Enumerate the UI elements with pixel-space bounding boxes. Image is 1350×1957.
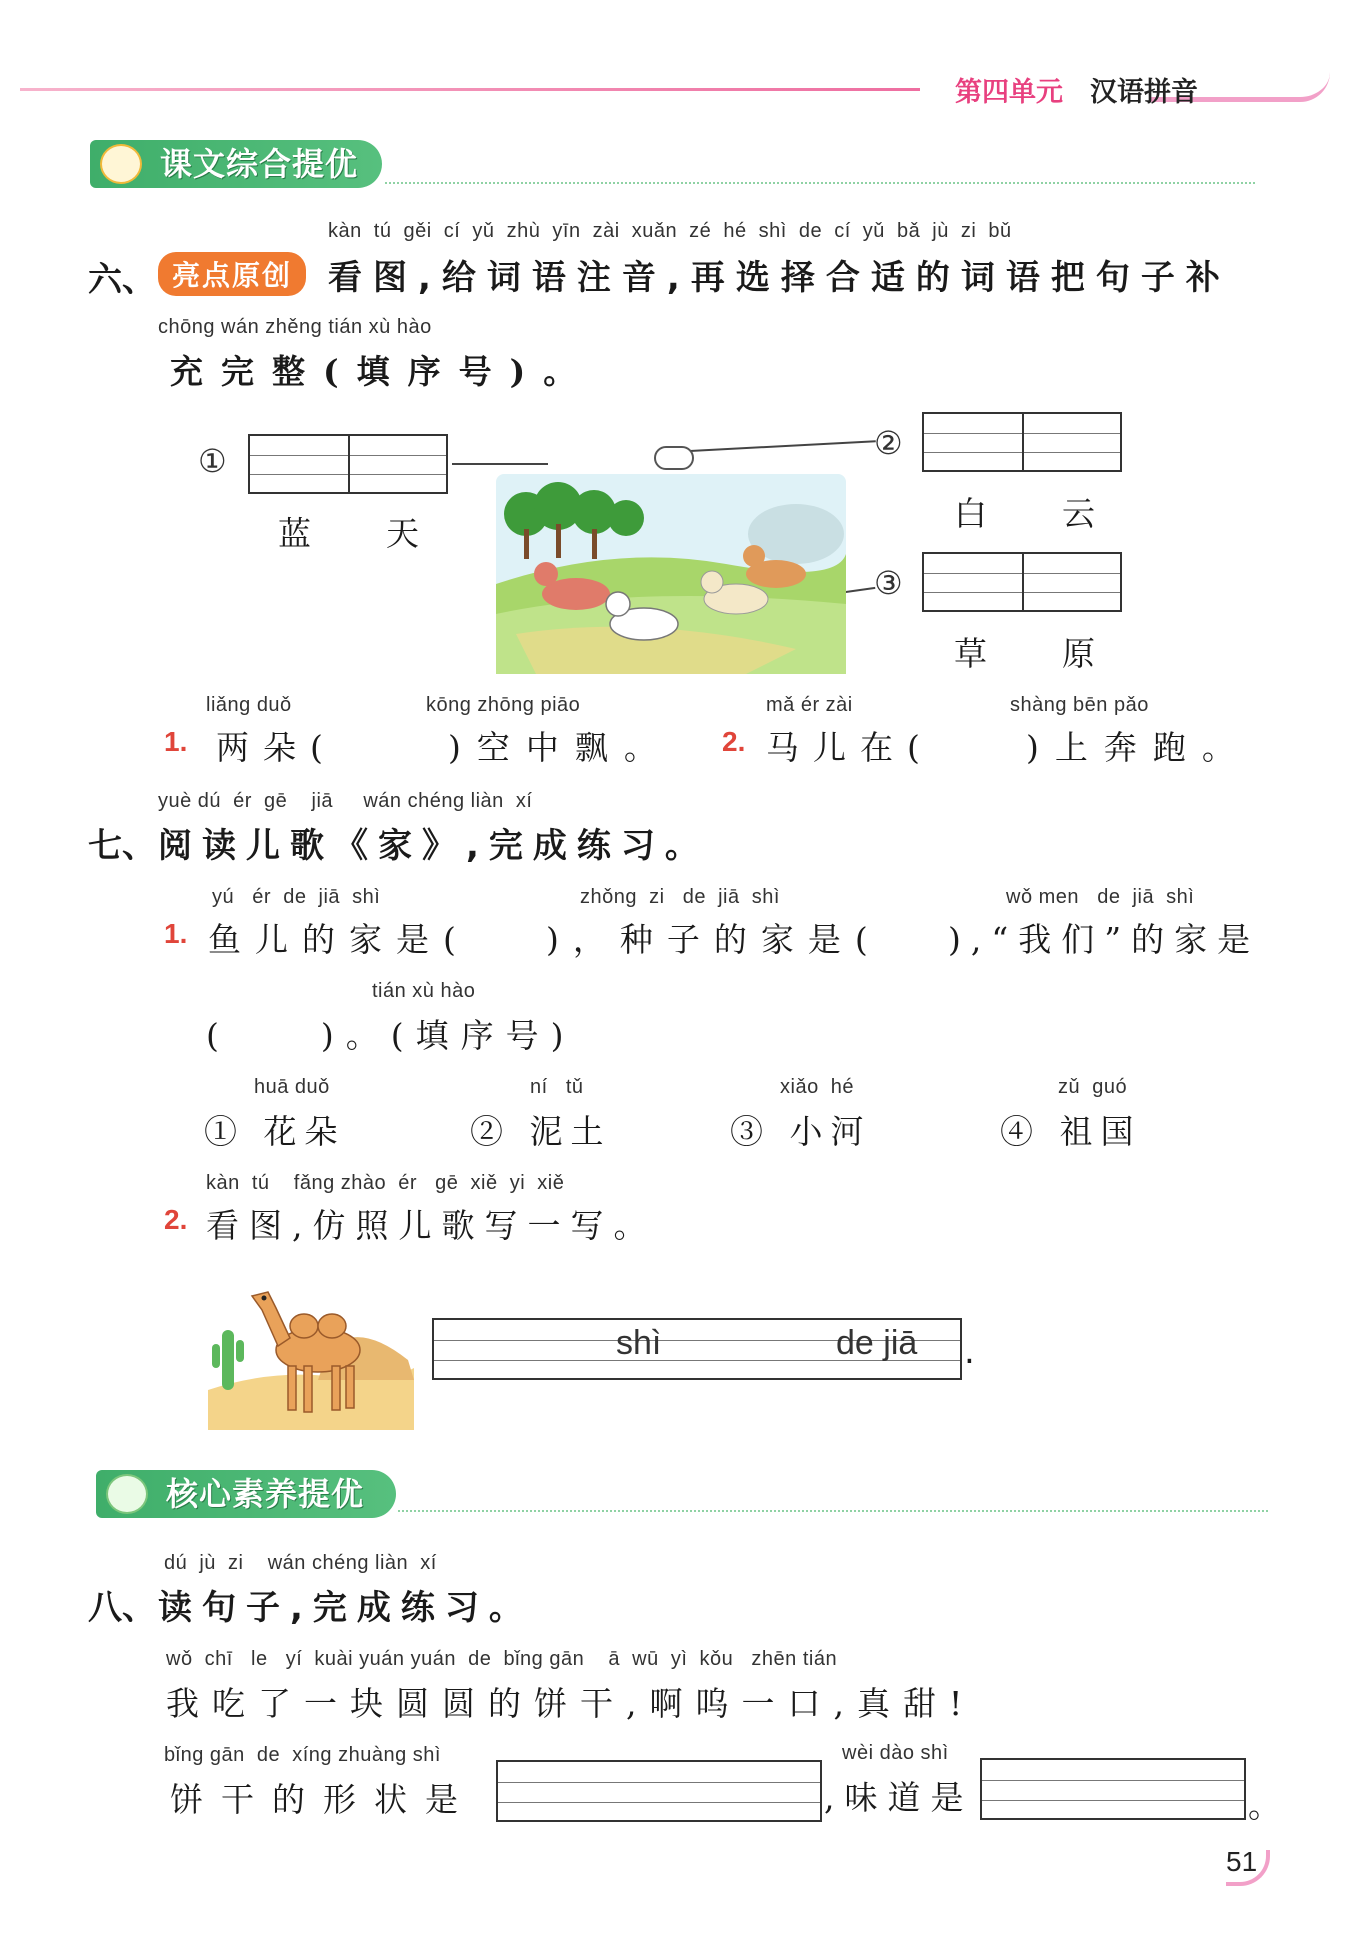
q8-a-text: 饼干的形状是	[170, 1780, 476, 1819]
q7-s1-text-a: 鱼儿的家是(	[208, 920, 470, 959]
q7-s1-py-a: yú ér de jiā shì	[212, 886, 381, 908]
q7-opt4-py: zǔ guó	[1058, 1076, 1128, 1098]
word3-b: 原	[1062, 634, 1109, 673]
section-title-2: 核心素养提优	[166, 1475, 365, 1513]
q7-s1-num: 1.	[164, 918, 188, 949]
q6-line1: 看图,给词语注音,再选择合适的词语把句子补	[328, 258, 1231, 298]
sprout-icon	[106, 1474, 148, 1514]
word1-b: 天	[386, 514, 433, 553]
q6-index: 六、	[88, 260, 156, 300]
taste-answer-box	[980, 1758, 1246, 1820]
q8-a-py: bǐng gān de xíng zhuàng shì	[164, 1744, 441, 1766]
header-subject: 汉语拼音	[1090, 77, 1198, 108]
q6-s1-py-a: liǎng duǒ	[206, 694, 292, 716]
q6-s1-text-b: )空中飘。	[342, 728, 673, 767]
page-number-swoosh	[1226, 1850, 1270, 1886]
q7-s1-py-c: wǒ men de jiā shì	[1006, 886, 1195, 908]
q7-pinyin: yuè dú ér gē jiā wán chéng liàn xí	[158, 790, 533, 812]
q6-tag: 亮点原创	[158, 252, 306, 296]
q6-s1-num: 1.	[164, 726, 188, 757]
q8-s-text: 我吃了一块圆圆的饼干,啊呜一口,真甜!	[166, 1684, 976, 1723]
q7-s1b-py: tián xù hào	[372, 980, 476, 1002]
q7-s1-py-b: zhǒng zi de jiā shì	[580, 886, 780, 908]
section-banner-1	[90, 140, 382, 188]
q7-opt4: ④ 祖国	[1000, 1112, 1142, 1151]
q6-pinyin-1: kàn tú gěi cí yǔ zhù yīn zài xuǎn zé hé shì de cí yǔ bǎ jù zi bǔ	[328, 220, 1012, 242]
answer-box-2	[922, 412, 1122, 472]
cloud-icon	[654, 446, 694, 470]
q7-opt3-py: xiǎo hé	[780, 1076, 855, 1098]
q6-pinyin-2: chōng wán zhěng tián xù hào	[158, 316, 432, 338]
header-unit: 第四单元	[955, 77, 1063, 108]
q8-pinyin: dú jù zi wán chéng liàn xí	[164, 1552, 437, 1574]
label-2: ②	[874, 424, 903, 462]
shape-answer-box	[496, 1760, 822, 1822]
q8-text: 读句子,完成练习。	[158, 1588, 533, 1628]
section-banner-2	[96, 1470, 396, 1518]
word2-a: 白	[954, 494, 1001, 533]
header-line	[20, 88, 920, 91]
q6-s1-py-b: kōng zhōng piāo	[426, 694, 581, 716]
fill-py-shi: shì	[616, 1324, 662, 1362]
q6-line2: 充完整(填序号)。	[170, 352, 595, 391]
label-3: ③	[874, 564, 903, 602]
q7-opt3: ③ 小河	[730, 1112, 872, 1151]
q7-opt2-py: ní tǔ	[530, 1076, 584, 1098]
dotted-divider-2	[398, 1510, 1268, 1512]
q7-opt1: ① 花朵	[204, 1112, 346, 1151]
q8-s-py: wǒ chī le yí kuài yuán yuán de bǐng gān ā wū yì kǒu zhēn tián	[166, 1648, 838, 1670]
dotted-divider-1	[385, 182, 1255, 184]
word2-b: 云	[1062, 494, 1109, 533]
q6-s2-text-b: )上奔跑。	[920, 728, 1251, 767]
q6-s1-text-a: 两朵(	[216, 728, 337, 767]
label-1: ①	[198, 442, 227, 480]
fill-py-dejia: de jiā	[836, 1324, 918, 1362]
leader-line-1	[452, 463, 548, 465]
q7-opt1-py: huā duǒ	[254, 1076, 330, 1098]
horses-illustration	[496, 474, 846, 674]
q6-s2-num: 2.	[722, 726, 746, 757]
page-number: 51	[1226, 1846, 1258, 1877]
q8-index: 八、	[88, 1588, 156, 1628]
q7-s1b-text: ( )。(填序号)	[206, 1016, 576, 1055]
q7-index: 七、	[88, 826, 156, 866]
q7-opt2: ② 泥土	[470, 1112, 612, 1151]
q6-s2-text-a: 马儿在(	[766, 728, 934, 767]
writing-period: .	[964, 1332, 975, 1372]
section-title-1: 课文综合提优	[160, 145, 359, 183]
q8-b-text: ,味道是	[824, 1778, 974, 1817]
q6-s2-py-b: shàng bēn pǎo	[1010, 694, 1149, 716]
word3-a: 草	[954, 634, 1001, 673]
q7-text: 阅读儿歌《家》,完成练习。	[158, 826, 709, 866]
word1-a: 蓝	[278, 514, 325, 553]
q7-s2-num: 2.	[164, 1204, 188, 1235]
q7-s2-py: kàn tú fǎng zhào ér gē xiě yi xiě	[206, 1172, 565, 1194]
q8-end: 。	[1248, 1786, 1295, 1825]
answer-box-3	[922, 552, 1122, 612]
camel-illustration	[208, 1280, 414, 1430]
q7-s2-text: 看图,仿照儿歌写一写。	[206, 1206, 657, 1245]
leader-line-2	[690, 440, 876, 452]
q7-s1-text-b: )，种子的家是(	[546, 920, 882, 959]
q7-s1-text-c: ),“我们”的家是	[948, 920, 1261, 959]
answer-box-1	[248, 434, 448, 494]
q6-s2-py-a: mǎ ér zài	[766, 694, 853, 716]
trophy-icon	[100, 144, 142, 184]
q8-b-py: wèi dào shì	[842, 1742, 949, 1764]
